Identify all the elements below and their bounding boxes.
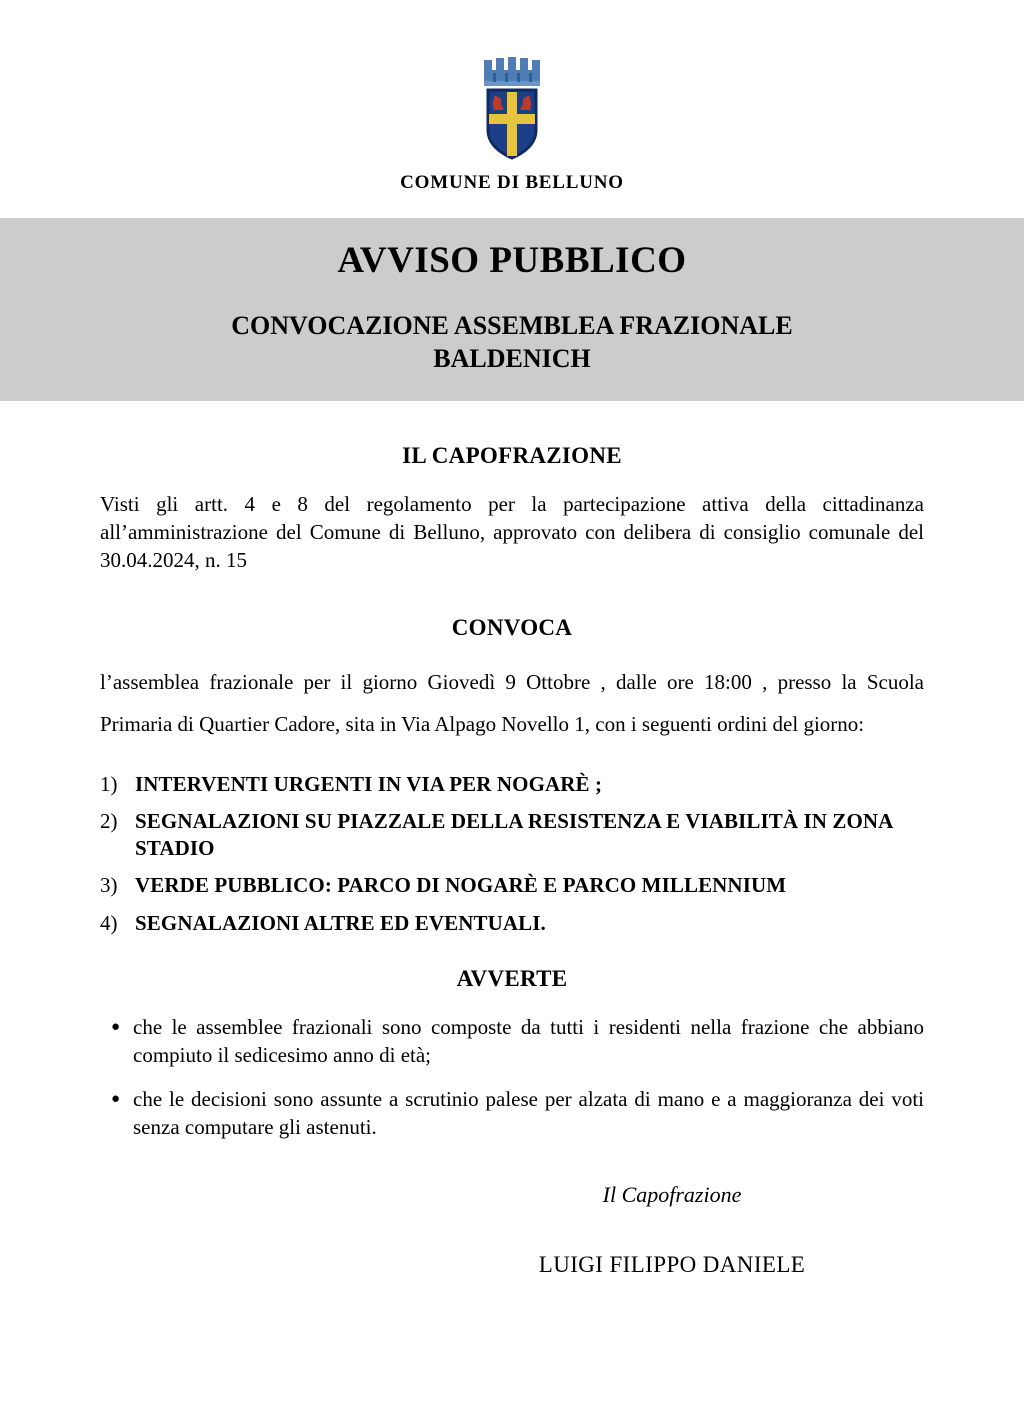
notice-item-text: che le assemblee frazionali sono composte da tutti i residenti nella frazione che abbiano compiuto il sedicesimo anno di età;	[133, 1015, 924, 1068]
notice-list-item	[100, 1086, 924, 1142]
agenda-item	[100, 808, 924, 861]
heading-convoca: CONVOCA	[451, 614, 573, 640]
convocation-paragraph: l’assemblea frazionale per il giorno Giovedì 9 Ottobre , dalle ore 18:00 , presso la Scuola Primaria di Quartier Cadore, sita in Via Alpago Novello 1, con i seguenti ordini del giorno:	[100, 669, 924, 736]
agenda-item-text: SEGNALAZIONI SU PIAZZALE DELLA RESISTENZA E VIABILITÀ IN ZONA STADIO	[135, 809, 893, 860]
signature-role: Il Capofrazione	[602, 1181, 742, 1207]
notice-list-item	[100, 1014, 924, 1070]
agenda-item-number: 1)	[100, 771, 118, 796]
signature-block	[100, 1182, 924, 1278]
heading-capofrazione: IL CAPOFRAZIONE	[402, 443, 622, 469]
agenda-item	[100, 771, 924, 797]
agenda-item	[100, 910, 924, 936]
notice-banner	[0, 218, 1024, 401]
premise-paragraph: Visti gli artt. 4 e 8 del regolamento per la partecipazione attiva della cittadinanza all’amministrazione del Comune di Belluno, approvato con delibera di consiglio comunale del 30.04.2024, n. 15	[100, 492, 924, 572]
document-body	[0, 443, 1024, 1278]
agenda-item-number: 2)	[100, 809, 118, 834]
notice-subtitle-line-1: CONVOCAZIONE ASSEMBLEA FRAZIONALE	[231, 310, 793, 340]
agenda-item-number: 3)	[100, 873, 118, 898]
notice-subtitle-line-2: BALDENICH	[433, 343, 591, 373]
comune-name: COMUNE DI BELLUNO	[400, 172, 624, 193]
bullet-icon: ●	[111, 1090, 121, 1107]
heading-avverte: AVVERTE	[456, 966, 568, 992]
letterhead	[0, 0, 1024, 194]
signature-name: LUIGI FILIPPO DANIELE	[538, 1251, 806, 1277]
notice-title: AVVISO PUBBLICO	[337, 240, 687, 281]
agenda-item-text: VERDE PUBBLICO: PARCO DI NOGARÈ E PARCO MILLENNIUM	[135, 873, 787, 898]
agenda-item	[100, 872, 924, 898]
agenda-list	[100, 771, 924, 936]
notices-list	[100, 1014, 924, 1142]
agenda-item-text: SEGNALAZIONI ALTRE ED EVENTUALI.	[135, 910, 546, 935]
notice-subtitle	[0, 309, 1024, 376]
agenda-item-text: INTERVENTI URGENTI IN VIA PER NOGARÈ ;	[135, 771, 603, 796]
bullet-icon: ●	[111, 1019, 121, 1036]
notice-item-text: che le decisioni sono assunte a scrutinio palese per alzata di mano e a maggioranza dei voti senza computare gli astenuti.	[133, 1086, 924, 1139]
belluno-coat-of-arms-icon	[476, 56, 548, 160]
agenda-item-number: 4)	[100, 910, 118, 935]
